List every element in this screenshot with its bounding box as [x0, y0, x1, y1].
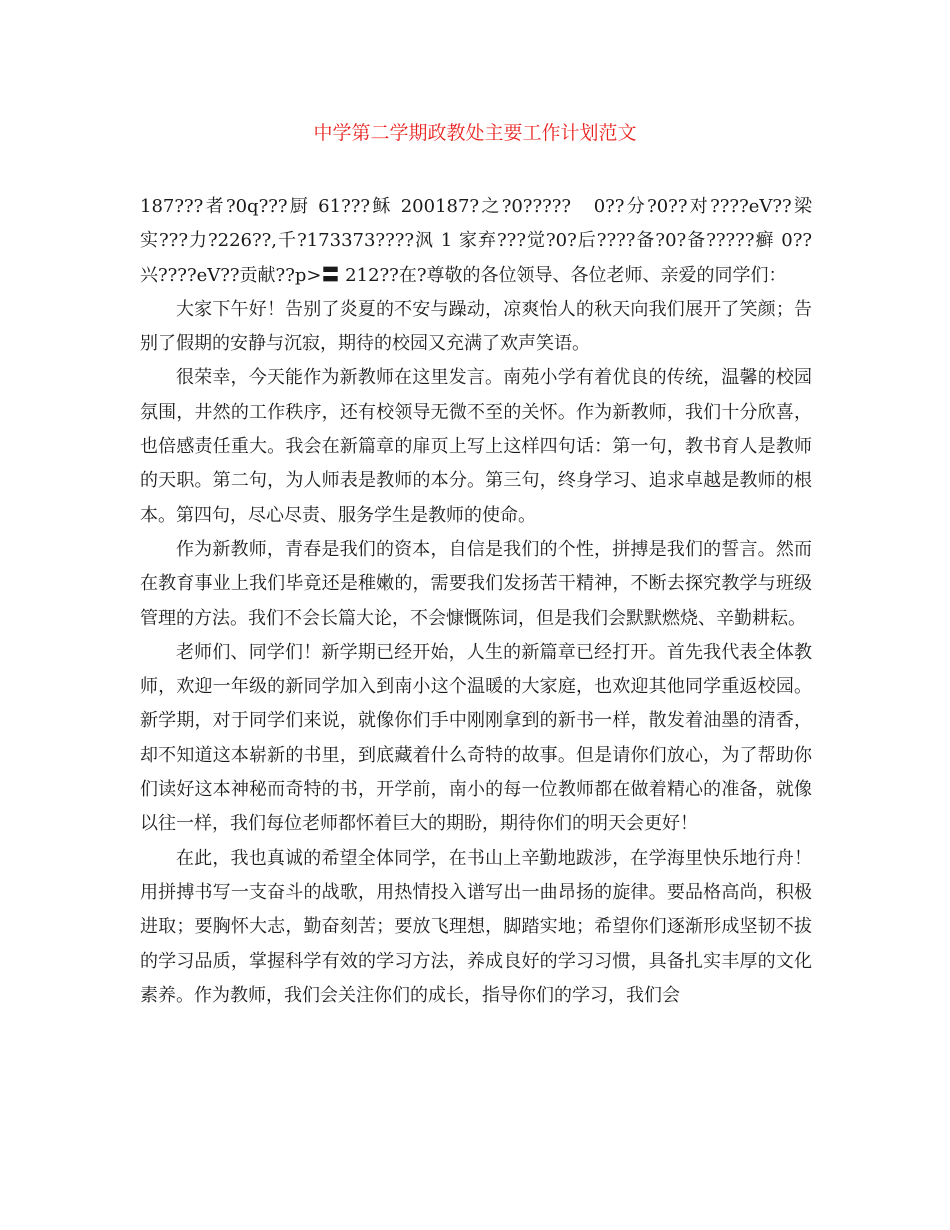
paragraph-honor: 很荣幸，今天能作为新教师在这里发言。南苑小学有着优良的传统，温馨的校园氛围，井然的工作秩序，还有校领导无微不至的关怀。作为新教师，我们十分欣喜，也倍感责任重大。我会在新篇章的扉页上写上这样四句话：第一句，教书育人是教师的天职。第二句，为人师表是教师的本分。第三句，终身学习、追求卓越是教师的根本。第四句，尽心尽责、服务学生是教师的使命。 [140, 367, 812, 526]
paragraph-garbled-header: 187???者?0q???厨 61???稣 200187?之?0????? 0??分?0??对????eV??梁实???力?226??,千?173373????沨 1 家弃???觉?0?后????备?0?备?????癣 0??兴????eV??贡献??p>〓 212??在?尊敬的各位领导、各位老师、亲爱的同学们： [140, 196, 812, 286]
paragraph-new-teacher: 作为新教师，青春是我们的资本，自信是我们的个性，拼搏是我们的誓言。然而在教育事业上我们毕竟还是稚嫩的，需要我们发扬苦干精神，不断去探究教学与班级管理的方法。我们不会长篇大论，不会慷慨陈词，但是我们会默默燃烧、辛勤耕耘。 [140, 538, 812, 629]
paragraph-hope: 在此，我也真诚的希望全体同学，在书山上辛勤地跋涉，在学海里快乐地行舟！用拼搏书写一支奋斗的战歌，用热情投入谱写出一曲昂扬的旋律。要品格高尚，积极进取；要胸怀大志，勤奋刻苦；要放飞理想，脚踏实地；希望你们逐渐形成坚韧不拔的学习品质，掌握科学有效的学习方法，养成良好的学习习惯，具备扎实丰厚的文化素养。作为教师，我们会关注你们的成长，指导你们的学习，我们会 [140, 847, 812, 1006]
paragraph-new-semester: 老师们、同学们！新学期已经开始，人生的新篇章已经打开。首先我代表全体教师，欢迎一年级的新同学加入到南小这个温暖的大家庭，也欢迎其他同学重返校园。新学期，对于同学们来说，就像你们手中刚刚拿到的新书一样，散发着油墨的清香，却不知道这本崭新的书里，到底藏着什么奇特的故事。但是请你们放心，为了帮助你们读好这本神秘而奇特的书，开学前，南小的每一位教师都在做着精心的准备，就像以往一样，我们每位老师都怀着巨大的期盼，期待你们的明天会更好！ [140, 641, 812, 835]
document-body [140, 190, 812, 1013]
paragraph-greeting: 大家下午好！告别了炎夏的不安与躁动，凉爽怡人的秋天向我们展开了笑颜；告别了假期的安静与沉寂，期待的校园又充满了欢声笑语。 [140, 298, 812, 355]
document-title: 中学第二学期政教处主要工作计划范文 [313, 122, 637, 144]
